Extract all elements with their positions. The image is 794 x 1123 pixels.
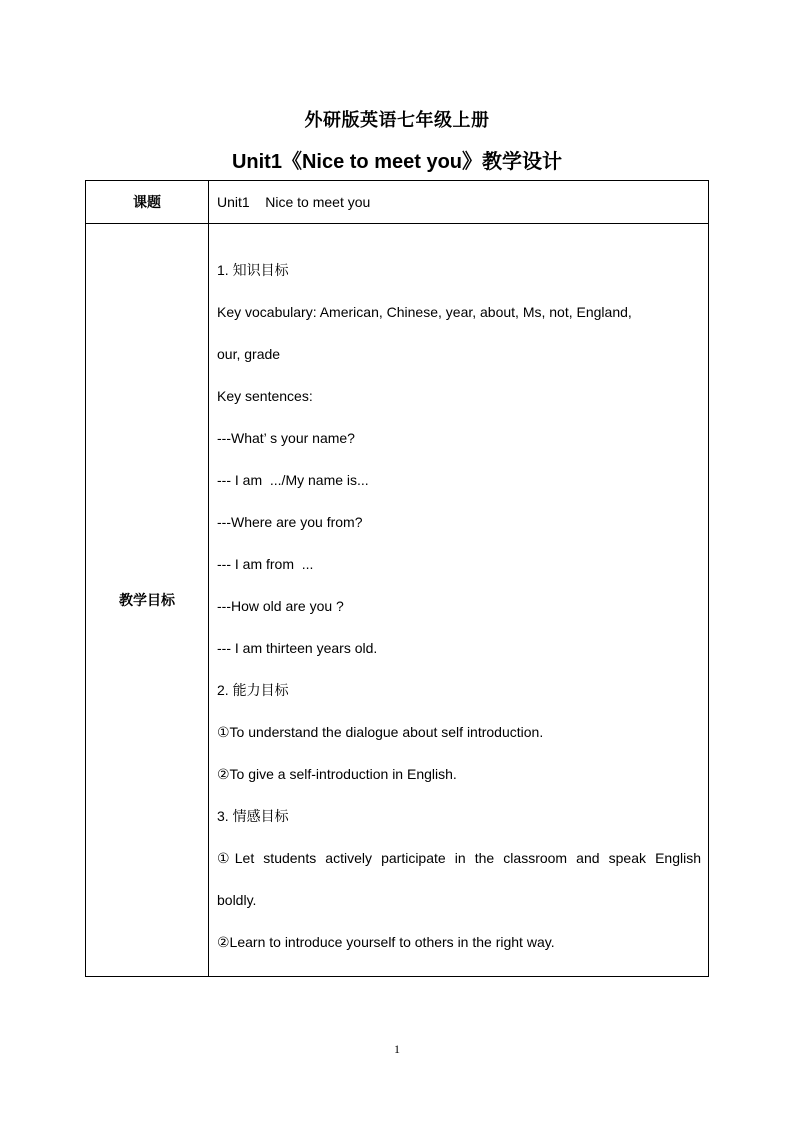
page-number: 1 [394,1042,400,1056]
topic-value: Unit1 Nice to meet you [209,181,709,224]
objective-line: Key vocabulary: American, Chinese, year, about, Ms, not, England, [217,304,632,320]
objective-line: --- I am thirteen years old. [217,640,378,656]
objective-line: ②Learn to introduce yourself to others in the right way. [217,934,555,950]
objective-heading-emotion: 3. 情感目标 [217,808,289,824]
objective-line: Key sentences: [217,388,313,404]
objective-line: ---What’ s your name? [217,430,355,446]
topic-label: 课题 [86,181,209,224]
objective-line: ---Where are you from? [217,514,363,530]
lesson-plan-table [85,180,709,977]
objective-heading-ability: 2. 能力目标 [217,682,289,698]
table-row-topic [86,181,709,224]
document-subtitle: Unit1《Nice to meet you》教学设计 [231,151,563,173]
objective-line: --- I am from ... [217,556,314,572]
document-title: 外研版英语七年级上册 [304,110,490,130]
objective-line: our, grade [217,346,281,362]
objective-line: ②To give a self-introduction in English. [217,766,457,782]
objective-line: --- I am .../My name is... [217,472,369,488]
objective-heading-knowledge: 1. 知识目标 [217,262,289,278]
objective-line: boldly. [217,892,257,908]
objective-line: ---How old are you ? [217,598,344,614]
objectives-content [209,224,709,977]
table-row-objectives [86,224,709,977]
objective-line: ①Let students actively participate in the classroom and speak English [217,850,701,866]
objective-line: ①To understand the dialogue about self introduction. [217,724,544,740]
objectives-label: 教学目标 [86,224,209,977]
